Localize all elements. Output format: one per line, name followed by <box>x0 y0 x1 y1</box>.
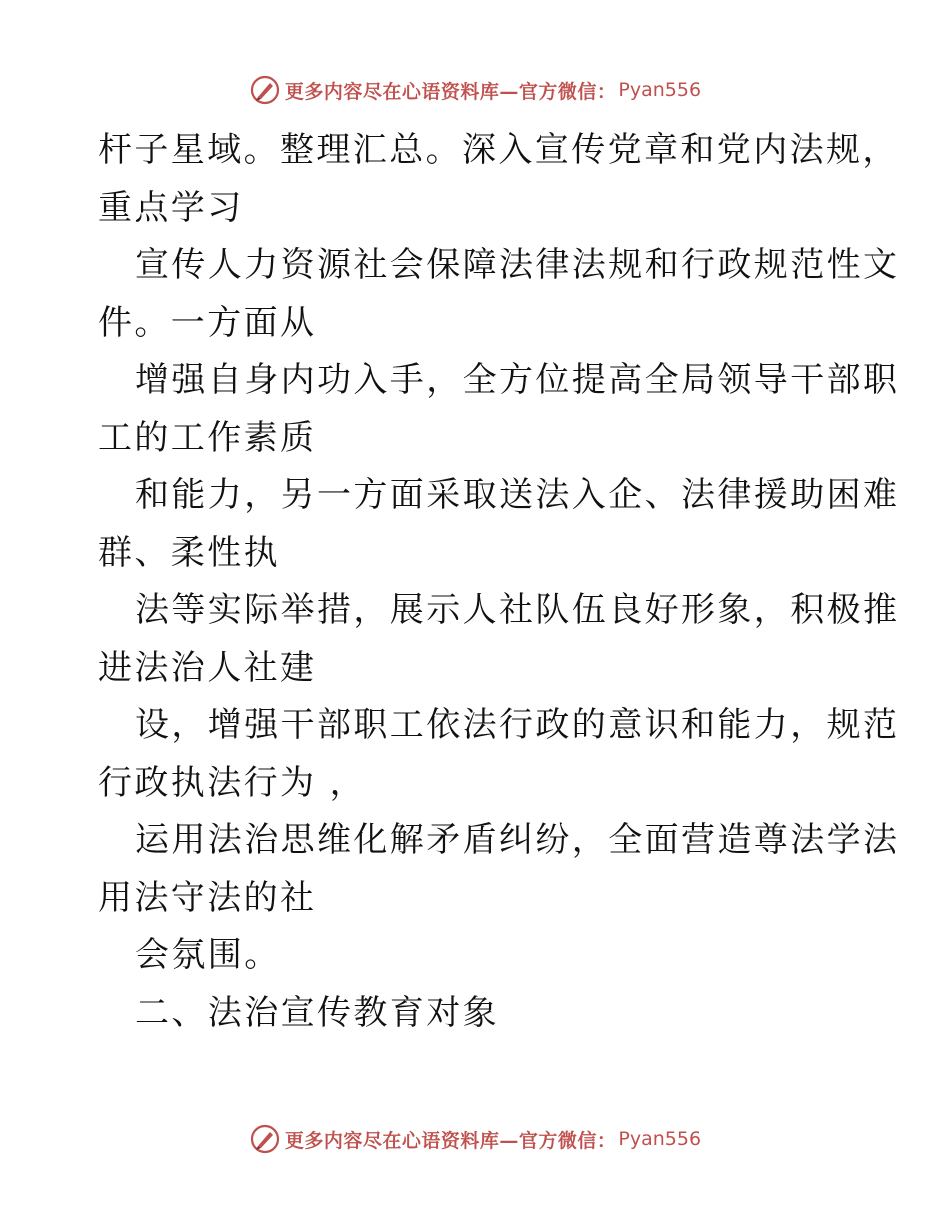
document-body <box>98 122 900 1042</box>
text-line: 宣传人力资源社会保障法律法规和行政规范性文 <box>135 245 900 285</box>
text-line: 件。一方面从 <box>98 302 317 343</box>
text-line: 工的工作素质 <box>98 417 317 458</box>
text-line: 会氛围。 <box>135 935 281 975</box>
text-line: 和能力，另一方面采取送法入企、法律援助困难 <box>135 475 900 515</box>
text-line: 增强自身内功入手，全方位提高全局领导干部职 <box>135 360 900 400</box>
section-heading: 二、法治宣传教育对象 <box>135 992 499 1033</box>
pen-logo-icon <box>249 74 281 106</box>
pen-logo-icon <box>249 1123 281 1155</box>
header-banner-text: 更多内容尽在心语资料库—官方微信： <box>284 80 617 103</box>
footer-wechat-id: Pyan556 <box>618 1128 702 1150</box>
text-line: 杆子星域。整理汇总。深入宣传党章和党内法规， <box>98 130 899 170</box>
text-line: 进法治人社建 <box>98 647 317 688</box>
text-line: 运用法治思维化解矛盾纠纷，全面营造尊法学法 <box>135 820 900 860</box>
header-wechat-id: Pyan556 <box>618 79 702 101</box>
text-line: 法等实际举措，展示人社队伍良好形象，积极推 <box>135 590 900 630</box>
footer-banner-text: 更多内容尽在心语资料库—官方微信： <box>284 1129 617 1152</box>
text-line: 用法守法的社 <box>98 877 317 918</box>
footer-watermark-banner <box>0 1119 950 1159</box>
header-watermark-banner <box>0 70 950 110</box>
text-line: 行政执法行为 ， <box>98 762 367 803</box>
text-line: 设，增强干部职工依法行政的意识和能力，规范 <box>135 705 900 745</box>
text-line: 重点学习 <box>98 187 244 228</box>
text-line: 群、柔性执 <box>98 532 280 573</box>
